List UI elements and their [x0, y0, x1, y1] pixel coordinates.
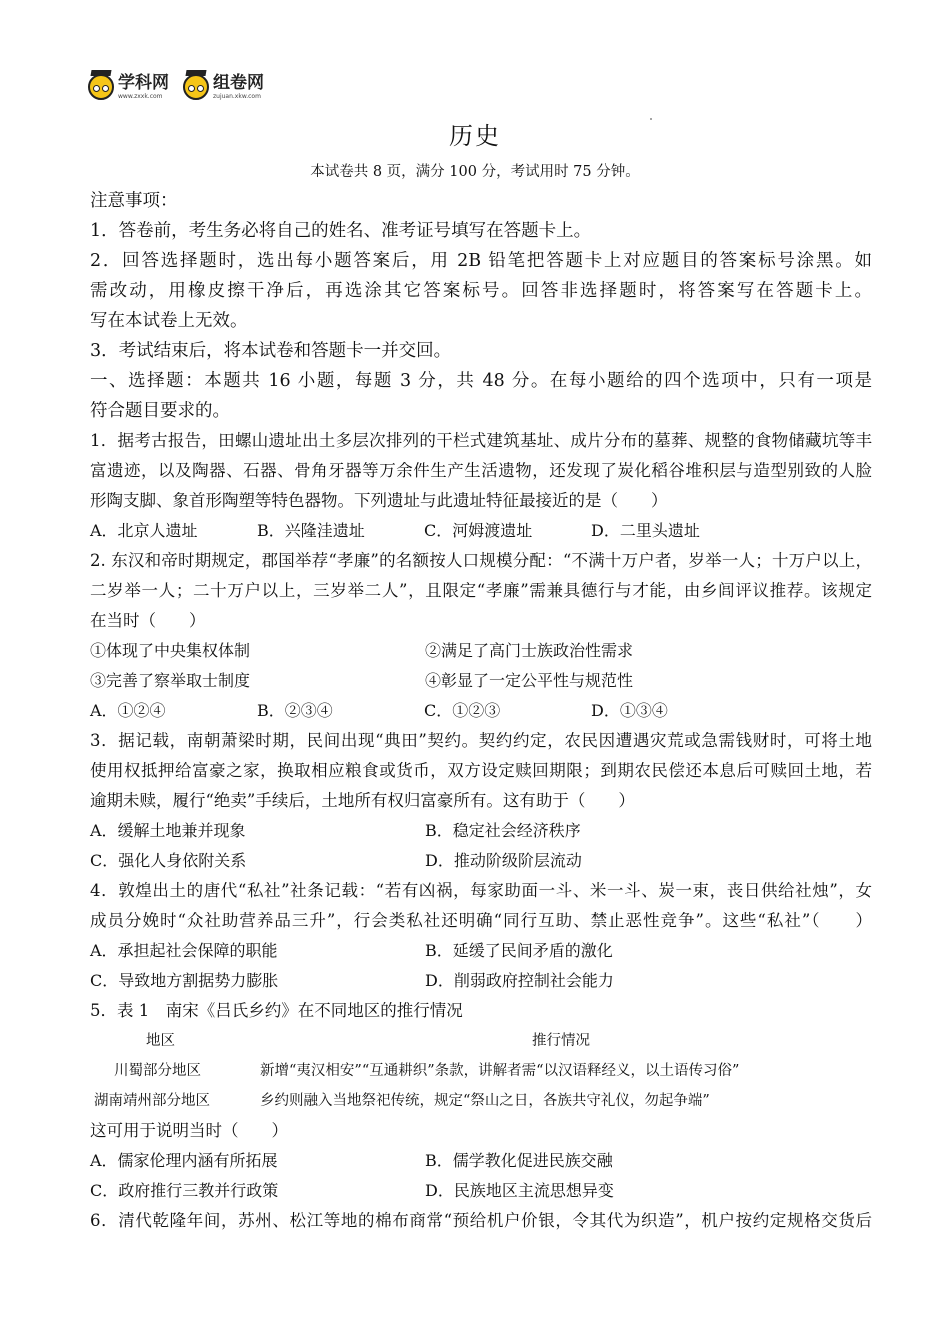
- notice-item: 2．回答选择题时，选出每小题答案后，用 2B 铅笔把答题卡上对应题目的答案标号涂黑。如: [90, 251, 872, 271]
- table-cell: 新增“夷汉相安”“互通耕织”条款，讲解者需“以汉语释经义，以土语传习俗”: [260, 1063, 740, 1079]
- table-cell: 湖南靖州部分地区: [94, 1093, 210, 1109]
- question-stem: 使用权抵押给富豪之家，换取相应粮食或货币，双方设定赎回期限；到期农民偿还本息后可赎回土地，若: [90, 761, 872, 780]
- question-stem: 逾期未赎，履行“绝卖”手续后，土地所有权归富豪所有。这有助于（ ）: [90, 791, 635, 810]
- question-stem: 3．据记载，南朝萧梁时期，民间出现“典田”契约。契约约定，农民因遭遇灾荒或急需钱财时，可将土地: [90, 731, 872, 750]
- notice-heading: 注意事项：: [90, 191, 178, 211]
- notice-item: 3．考试结束后，将本试卷和答题卡一并交回。: [90, 341, 452, 361]
- option: C．政府推行三教并行政策: [90, 1181, 279, 1200]
- statement-pair: [90, 636, 872, 666]
- question-options: [90, 1176, 872, 1206]
- question-stem: 富遗迹，以及陶器、石器、骨角牙器等万余件生产生活遗物，还发现了炭化稻谷堆积层与造型别致的人脸: [90, 461, 872, 480]
- statement: ①体现了中央集权体制: [90, 641, 251, 660]
- question-stem: 1．据考古报告，田螺山遗址出土多层次排列的干栏式建筑基址、成片分布的墓葬、规整的食物储藏坑等丰: [90, 431, 872, 450]
- option: D．推动阶级阶层流动: [425, 851, 582, 870]
- statement: ③完善了察举取士制度: [90, 671, 251, 690]
- notice-item: 写在本试卷上无效。: [90, 311, 248, 331]
- option: D．①③④: [591, 701, 668, 720]
- question-stem: 2. 东汉和帝时期规定，郡国举荐“孝廉”的名额按人口规模分配：“不满十万户者，岁举一人；十万户以上，: [90, 551, 872, 570]
- table-row: [90, 1086, 872, 1116]
- question-stem: 二岁举一人；二十万户以上，三岁举二人”，且限定“孝廉”需兼具德行与才能，由乡闾评议推荐。该规定: [90, 581, 872, 600]
- notice-item: 需改动，用橡皮擦干净后，再选涂其它答案标号。回答非选择题时，将答案写在答题卡上。: [90, 281, 872, 301]
- question-stem: 这可用于说明当时（ ）: [90, 1121, 288, 1140]
- question-stem: 在当时（ ）: [90, 611, 206, 630]
- option: D．民族地区主流思想异变: [425, 1181, 614, 1200]
- option: A．缓解土地兼并现象: [90, 821, 246, 840]
- table-cell: 乡约则融入当地祭祀传统，规定“祭山之日，各族共守礼仪，勿起争端”: [260, 1093, 710, 1109]
- question-options: [90, 1146, 872, 1176]
- header-logos: [88, 70, 278, 104]
- question-options: [90, 846, 872, 876]
- mascot-icon: [88, 74, 114, 100]
- question-stem: 形陶支脚、象首形陶塑等特色器物。下列遗址与此遗址特征最接近的是（ ）: [90, 491, 668, 510]
- option: B．稳定社会经济秩序: [425, 821, 581, 840]
- statement-pair: [90, 666, 872, 696]
- logo-url: www.zxxk.com: [118, 92, 163, 100]
- question-options: [90, 936, 872, 966]
- table-header-cell: 地区: [146, 1033, 175, 1049]
- question-stem: 6．清代乾隆年间，苏州、松江等地的棉布商常“预给机户价银，令其代为织造”，机户按约定规格交货后: [90, 1211, 872, 1230]
- statement: ④彰显了一定公平性与规范性: [425, 671, 634, 690]
- logo-xuekewang: [88, 74, 169, 100]
- logo-name: 组卷网: [213, 72, 264, 93]
- option: A．承担起社会保障的职能: [90, 941, 278, 960]
- logo-name: 学科网: [118, 72, 169, 93]
- mascot-icon: [183, 74, 209, 100]
- option: B．儒学教化促进民族交融: [425, 1151, 613, 1170]
- section-heading: 符合题目要求的。: [90, 401, 230, 421]
- option: C．①②③: [424, 701, 501, 720]
- section-heading: 一、选择题：本题共 16 小题，每题 3 分，共 48 分。在每小题给的四个选项中，只有一项是: [90, 371, 872, 391]
- notice-item: 1．答卷前，考生务必将自己的姓名、准考证号填写在答题卡上。: [90, 221, 592, 241]
- logo-zujuanwang: [183, 74, 264, 100]
- question-stem: 成员分娩时“众社助营养品三升”，行会类私社还明确“同行互助、禁止恶性竞争”。这些“私社”（ ）: [90, 911, 872, 930]
- exam-content: [90, 186, 872, 1236]
- option: A．①②④: [90, 701, 166, 720]
- question-options: [90, 516, 872, 546]
- option: D．削弱政府控制社会能力: [425, 971, 614, 990]
- question-options: [90, 816, 872, 846]
- logo-url: zujuan.xkw.com: [213, 92, 261, 100]
- option: C．河姆渡遗址: [424, 521, 533, 540]
- option: B．延缓了民间矛盾的激化: [425, 941, 613, 960]
- question-stem: 4．敦煌出土的唐代“私社”社条记载：“若有凶祸，每家助面一斗、米一斗、炭一束，丧日供给社烛”，女: [90, 881, 872, 900]
- option: A．北京人遗址: [90, 521, 198, 540]
- data-table: [90, 1026, 872, 1116]
- table-header: [90, 1026, 872, 1056]
- question-options: [90, 696, 872, 726]
- table-cell: 川蜀部分地区: [114, 1063, 201, 1079]
- exam-info: 本试卷共 8 页，满分 100 分，考试用时 75 分钟。: [310, 164, 640, 180]
- page-title: 历史: [449, 122, 501, 150]
- question-stem: 5．表 1 南宋《吕氏乡约》在不同地区的推行情况: [90, 1001, 463, 1020]
- question-options: [90, 966, 872, 996]
- option: A．儒家伦理内涵有所拓展: [90, 1151, 278, 1170]
- option: B．兴隆洼遗址: [257, 521, 365, 540]
- option: D．二里头遗址: [591, 521, 700, 540]
- option: B．②③④: [257, 701, 333, 720]
- statement: ②满足了高门士族政治性需求: [425, 641, 634, 660]
- option: C．强化人身依附关系: [90, 851, 247, 870]
- table-header-cell: 推行情况: [532, 1033, 590, 1049]
- table-row: [90, 1056, 872, 1086]
- option: C．导致地方割据势力膨胀: [90, 971, 279, 990]
